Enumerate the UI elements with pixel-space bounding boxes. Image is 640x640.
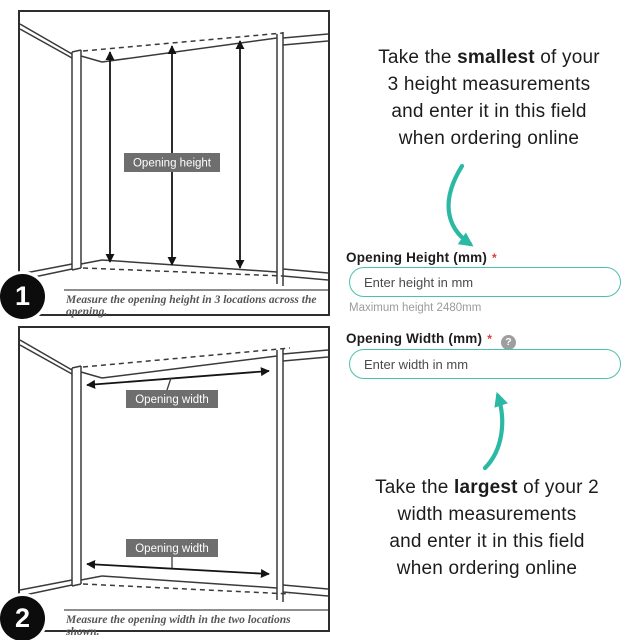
- diagram2-caption: Measure the opening width in the two locations shown.: [66, 614, 291, 638]
- instr-w-post: of your 2: [517, 477, 599, 498]
- opening-width-label-text: Opening Width (mm): [346, 331, 483, 346]
- opening-height-label: [346, 250, 497, 265]
- diagram-opening-height: [18, 10, 330, 316]
- diagram-opening-width: [18, 326, 330, 638]
- curved-arrow-up-icon: [470, 388, 530, 476]
- opening-width-label: [346, 331, 516, 350]
- room-outline: [20, 340, 328, 602]
- instr-h-line4: when ordering online: [398, 128, 580, 149]
- instr-h-line3: and enter it in this field: [391, 101, 587, 122]
- diagram1-caption: Measure the opening height in 3 locations across the opening.: [66, 294, 317, 318]
- instr-h-line2: 3 height measurements: [387, 74, 591, 95]
- instr-w-line3: and enter it in this field: [389, 531, 585, 552]
- max-height-note: Maximum height 2480mm: [349, 302, 482, 314]
- opening-height-input[interactable]: [349, 267, 621, 297]
- opening-height-illustration: [20, 12, 328, 314]
- instr-w-line2: width measurements: [397, 504, 577, 525]
- label-pointer-top: [167, 378, 171, 390]
- instr-w-line4: when ordering online: [396, 558, 578, 579]
- curved-arrow-down-icon: [436, 158, 526, 253]
- instr-w-pre: Take the: [375, 477, 454, 498]
- opening-width-input[interactable]: [349, 349, 621, 379]
- step-2-badge: 2: [0, 596, 45, 640]
- height-instruction-text: [338, 44, 640, 152]
- opening-height-label-text: Opening Height (mm): [346, 250, 488, 265]
- required-asterisk: *: [492, 251, 497, 265]
- instr-w-keyword: largest: [453, 477, 518, 498]
- opening-width-tag-bottom-label: Opening width: [135, 543, 209, 555]
- width-instruction-text: [336, 474, 638, 582]
- instr-h-keyword: smallest: [457, 47, 535, 68]
- step-1-badge: 1: [0, 274, 45, 319]
- instr-h-pre: Take the: [378, 47, 458, 68]
- help-icon[interactable]: ?: [501, 335, 516, 350]
- dashed-guide-lines: [83, 348, 290, 594]
- opening-width-illustration: [20, 328, 328, 630]
- opening-height-tag-label: Opening height: [132, 157, 212, 170]
- instr-h-post: of your: [534, 47, 600, 68]
- required-asterisk: *: [487, 332, 493, 346]
- opening-width-tag-top-label: Opening width: [135, 394, 209, 406]
